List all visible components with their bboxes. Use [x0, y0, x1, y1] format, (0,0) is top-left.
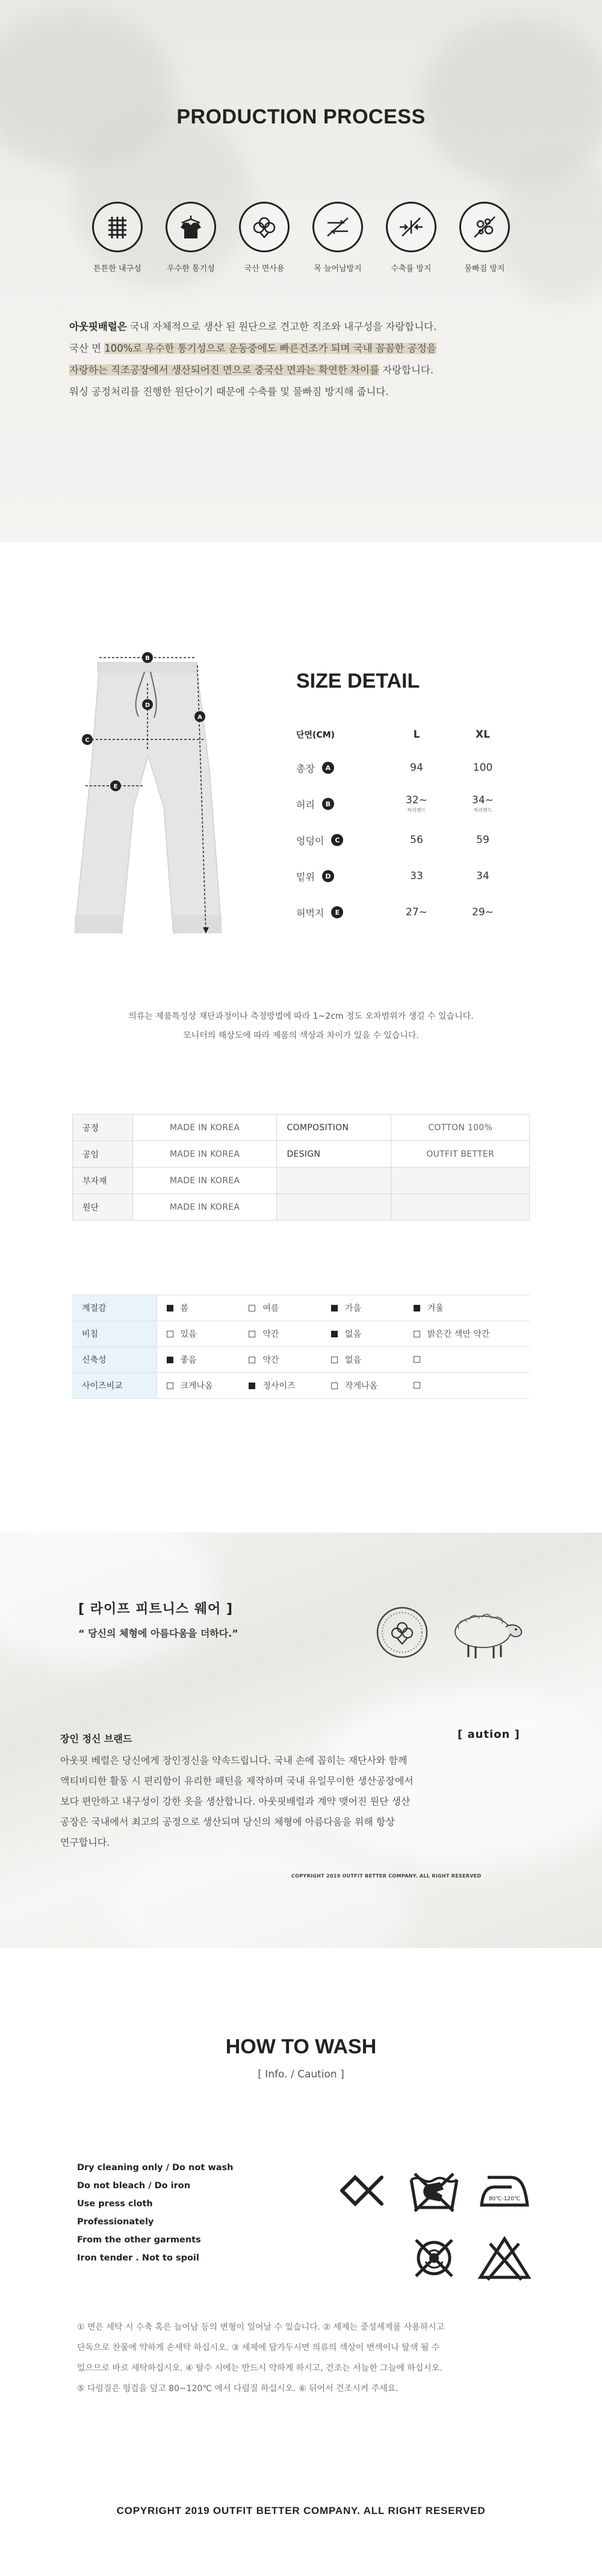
iron-temperature-label: 80℃-120℃ — [488, 2196, 521, 2202]
feel-table — [72, 1295, 530, 1399]
pants-diagram — [60, 650, 259, 963]
checked-square-icon — [414, 1305, 420, 1311]
badge-e-marker — [110, 780, 121, 791]
no-bleach-icon — [477, 2234, 532, 2282]
no-pilling-icon — [459, 202, 510, 252]
wash-icons — [337, 2167, 536, 2287]
feature-label: 튼튼한 내구성 — [93, 264, 141, 273]
feel-row-size: 사이즈비교 크게나옴 정사이즈 작게나옴 — [72, 1373, 530, 1399]
feature-no-stretch — [305, 202, 371, 273]
svg-text:D: D — [144, 702, 150, 709]
empty-square-icon — [414, 1382, 420, 1389]
spec-row: 원단 MADE IN KOREA — [73, 1194, 530, 1221]
hand-wash-no-icon — [406, 2167, 462, 2215]
dry-clean-icon — [337, 2167, 393, 2215]
size-row-hip: 엉덩이 C 56 59 — [296, 833, 489, 847]
feature-label: 수축률 방지 — [391, 264, 432, 273]
feel-row-season: 계절감 봄 여름 가을 겨울 — [72, 1295, 530, 1321]
size-detail-title: SIZE DETAIL — [296, 670, 420, 692]
wash-title: HOW TO WASH — [225, 2035, 377, 2058]
feature-no-shrink — [378, 202, 444, 273]
size-table-header: 단면(CM) L XL — [296, 728, 490, 741]
svg-text:E: E — [113, 783, 118, 790]
wash-subtitle: [ Info. / Caution ] — [258, 2068, 344, 2080]
empty-square-icon — [249, 1331, 255, 1337]
highlight: 자랑하는 직조공장에서 생산되어진 면으로 중국산 면과는 확연한 차이를 — [69, 364, 379, 376]
no-shrink-icon — [386, 202, 436, 252]
feature-no-pilling — [452, 202, 518, 273]
size-row-rise: 밑위 D 33 34 — [296, 870, 489, 883]
production-description: 아웃핏배럴은 국내 자체적으로 생산 된 원단으로 견고한 직조와 내구성을 자랑합니다. 국산 면 100%로 우수한 통기성으로 운동중에도 빠른건조가 되며 국내 꼼꼼한 공정을 자랑하는 직조공장에서 생산되어진 면으로 중국산 면과는 확연한 차이를 자랑합니다. 워싱 공정처리를 진행한 원단이기 때문에 수축률 및 물빠짐 방지해 줍니다. — [69, 321, 437, 397]
badge-c-marker — [82, 734, 93, 745]
size-note: 의류는 제품특성상 재단과정이나 측정방법에 따라 1~2cm 정도 오차범위가 생길 수 있습니다. 모니터의 해상도에 따라 제품의 색상과 차이가 있을 수 있습니다. — [128, 1012, 474, 1041]
feature-label: 목 늘어남방지 — [314, 264, 362, 273]
badge-a-marker — [194, 711, 205, 722]
shirt-hanger-icon — [166, 202, 216, 252]
checked-square-icon — [331, 1305, 338, 1311]
checked-square-icon — [167, 1305, 173, 1311]
checked-square-icon — [167, 1357, 173, 1363]
badge-d-marker — [142, 699, 153, 710]
empty-square-icon — [249, 1305, 255, 1311]
size-row-waist: 허리 B 32~ 허리밴드 34~ 허리밴드 — [296, 794, 494, 813]
empty-square-icon — [167, 1383, 173, 1389]
empty-square-icon — [414, 1356, 420, 1363]
feature-breathability — [158, 202, 224, 273]
spec-row: 공임 MADE IN KOREA DESIGN OUTFIT BETTER — [73, 1141, 530, 1168]
brand-heading: 장인 정신 브랜드 — [60, 1733, 132, 1744]
feature-label: 물빠짐 방지 — [464, 264, 505, 273]
wash-instruction: Dry cleaning only / Do not wash — [77, 2163, 234, 2173]
svg-text:B: B — [145, 655, 150, 662]
size-table — [296, 720, 537, 930]
empty-square-icon — [331, 1357, 338, 1363]
svg-text:C: C — [85, 737, 90, 744]
cotton-seal-icon — [376, 1606, 429, 1659]
badge-a: A — [322, 762, 334, 774]
badge-d: D — [322, 870, 334, 882]
empty-square-icon — [167, 1331, 173, 1337]
footer-copyright: COPYRIGHT 2019 OUTFIT BETTER COMPANY. ALL RIGHT RESERVED — [116, 2505, 486, 2516]
brand-aution: [ aution ] — [458, 1728, 520, 1741]
production-process-section — [0, 0, 602, 542]
production-title: PRODUCTION PROCESS — [176, 105, 426, 128]
feature-domestic-cotton — [231, 202, 297, 273]
badge-b: B — [322, 798, 334, 810]
size-row-thigh: 허벅지 E 27~ 29~ — [296, 906, 494, 919]
badge-e: E — [331, 906, 343, 918]
no-tumble-dry-icon — [406, 2234, 462, 2282]
sheep-icon — [445, 1602, 527, 1662]
iron-temperature-icon — [477, 2167, 532, 2215]
checked-square-icon — [249, 1383, 255, 1389]
highlight: 100%로 우수한 통기성으로 운동중에도 빠른건조가 되며 국내 꼼꼼한 공정을 — [104, 343, 436, 354]
fabric-weave-icon — [92, 202, 143, 252]
spec-row: 부자재 MADE IN KOREA — [73, 1168, 530, 1194]
wash-instruction: From the other garments — [77, 2235, 201, 2245]
svg-text:A: A — [197, 714, 202, 721]
empty-square-icon — [414, 1331, 420, 1337]
empty-square-icon — [249, 1357, 255, 1363]
badge-b-marker — [142, 652, 153, 663]
brand-description: 아웃핏 베럴은 당신에게 장인정신을 약속드립니다. 국내 손에 꼽히는 재단사와 함께 액티비티한 활동 시 편리함이 유리한 패턴을 제작하며 국내 유일무이한 생산공장에서 보다 편안하고 내구성이 강한 옷을 생산합니다. 아웃핏배럴과 계약 맺어진 원단 생산 공장은 국내에서 최고의 공정으로 생산되며 당신의 체형에 아름다움을 위해 항상 연구합니다. — [60, 1755, 414, 1848]
brand-copyright: COPYRIGHT 2019 OUTFIT BETTER COMPANY. ALL RIGHT RESERVED — [291, 1873, 482, 1879]
brand-quote: “ 당신의 체형에 아름다움을 더하다.” — [78, 1628, 238, 1639]
feel-row-sheer: 비침 있음 약간 없음 밝은간 색만 약간 — [72, 1321, 530, 1347]
wash-instructions — [77, 2159, 233, 2267]
spec-table — [72, 1114, 530, 1221]
cotton-flower-icon — [239, 202, 290, 252]
badge-c: C — [331, 834, 343, 846]
checked-square-icon — [331, 1331, 338, 1337]
feel-row-stretch: 신축성 좋음 약간 없음 — [72, 1347, 530, 1373]
no-stretch-icon — [312, 202, 363, 252]
empty-square-icon — [331, 1383, 338, 1389]
wash-notes: ① 면은 세탁 시 수축 혹은 늘어남 등의 변형이 일어날 수 있습니다. ② 세제는 중성세제를 사용하시고 단독으로 찬물에 약하게 손세탁 하십시오. ③ 세제에 담가두시면 의류의 색상이 변색이나 탈색 될 수 있으므로 바로 세탁하십시오. ④ 탈수 시에는 반드시 약하게 하시고, 건조는 서늘한 그늘에 하십시오. ⑤ 다림질은 헝겊을 덮고 80~120℃ 에서 다림질 하십시오. ⑥ 뒤어서 건조시켜 주세요. — [77, 2322, 445, 2394]
feature-icons — [84, 202, 518, 273]
wash-instruction: Professionately — [77, 2217, 154, 2227]
wash-instruction: Do not bleach / Do iron — [77, 2181, 191, 2191]
feature-label: 국산 면사용 — [244, 264, 285, 273]
brand-section — [0, 1532, 602, 1948]
spec-row: 공정 MADE IN KOREA COMPOSITION COTTON 100% — [73, 1115, 530, 1141]
size-row-length: 총장 A 94 100 — [296, 761, 493, 774]
brand-tagline: [ 라이프 피트니스 웨어 ] — [78, 1602, 234, 1617]
feature-durability — [84, 202, 150, 273]
feature-label: 우수한 통기성 — [167, 264, 215, 273]
brand-name: 아웃핏배럴은 — [69, 321, 127, 332]
wash-instruction: Use press cloth — [77, 2199, 153, 2209]
wash-instruction: Iron tender . Not to spoil — [77, 2253, 199, 2263]
